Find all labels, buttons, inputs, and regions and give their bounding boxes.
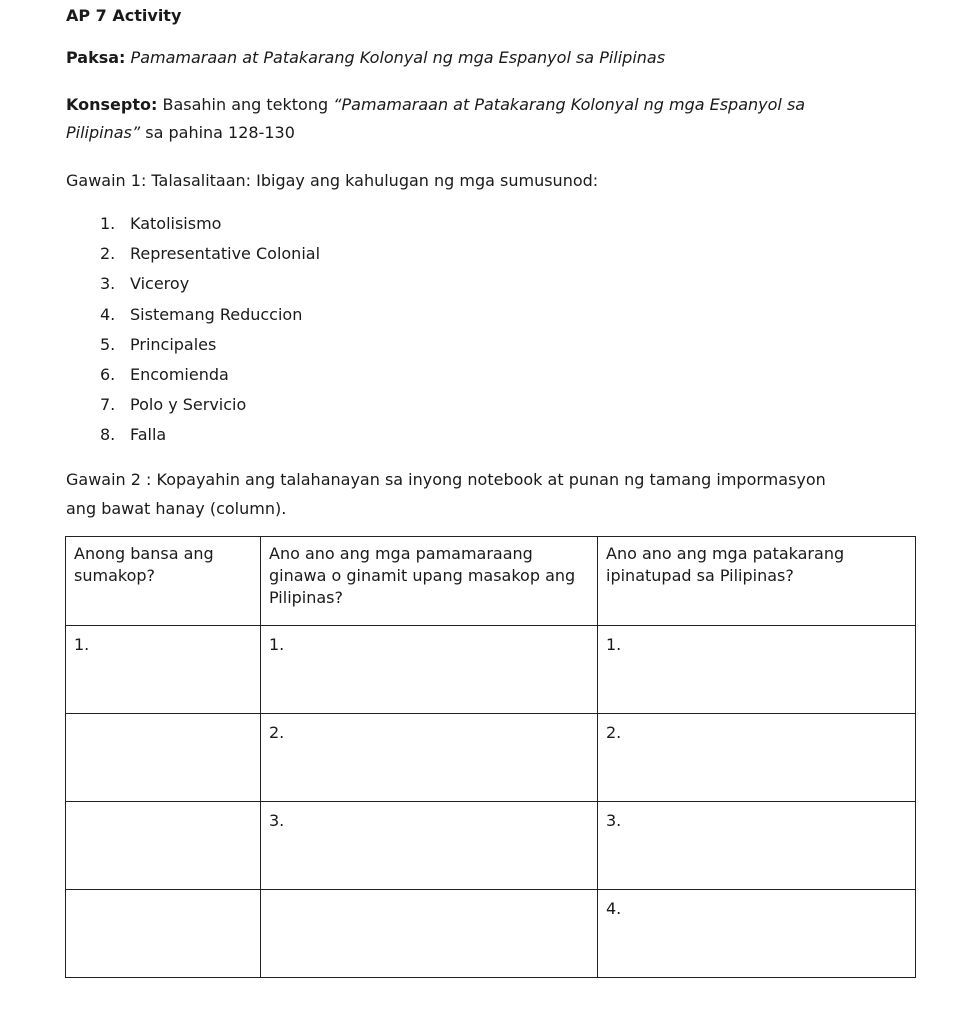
- term-text: Sistemang Reduccion: [130, 304, 303, 324]
- table-cell[interactable]: 1.: [261, 626, 598, 714]
- table-cell[interactable]: [66, 802, 261, 890]
- paksa-line: [66, 48, 665, 68]
- gawain1-heading: Gawain 1: Talasalitaan: Ibigay ang kahulugan ng mga sumusunod:: [66, 171, 599, 190]
- list-item: [100, 214, 320, 244]
- table-cell[interactable]: 3.: [261, 802, 598, 890]
- term-list: [100, 214, 320, 456]
- table-cell[interactable]: 2.: [261, 714, 598, 802]
- list-item: [100, 305, 320, 335]
- term-text: Principales: [130, 334, 217, 354]
- table-row: [66, 714, 916, 802]
- list-item: [100, 425, 320, 455]
- gawain2-heading-line-1: Gawain 2 : Kopayahin ang talahanayan sa inyong notebook at punan ng tamang impormasyon: [66, 470, 826, 489]
- table-row: [66, 890, 916, 978]
- table-row: [66, 626, 916, 714]
- page-title: AP 7 Activity: [66, 6, 182, 25]
- table-cell[interactable]: [261, 890, 598, 978]
- column-header-patakaran: Ano ano ang mga patakarang ipinatupad sa Pilipinas?: [598, 537, 916, 626]
- term-text: Encomienda: [130, 364, 229, 384]
- konsepto-reading-title-part2: Pilipinas”: [66, 123, 141, 142]
- table-cell[interactable]: 4.: [598, 890, 916, 978]
- term-text: Viceroy: [130, 274, 190, 294]
- konsepto-line-1: [66, 95, 805, 115]
- paksa-label: Paksa:: [66, 48, 126, 67]
- paksa-topic: Pamamaraan at Patakarang Kolonyal ng mga Espanyol sa Pilipinas: [130, 48, 666, 67]
- term-number: 5.: [100, 334, 116, 354]
- konsepto-intro: Basahin ang tektong: [162, 95, 329, 114]
- konsepto-pages: sa pahina 128-130: [145, 123, 295, 142]
- answer-table: [65, 536, 916, 978]
- gawain2-heading-line-2: ang bawat hanay (column).: [66, 499, 287, 518]
- term-text: Polo y Servicio: [130, 395, 247, 415]
- table-cell[interactable]: [66, 714, 261, 802]
- column-header-pamamaraan: Ano ano ang mga pamamaraang ginawa o ginamit upang masakop ang Pilipinas?: [261, 537, 598, 626]
- list-item: [100, 365, 320, 395]
- table-cell[interactable]: [66, 890, 261, 978]
- term-number: 6.: [100, 364, 116, 384]
- term-number: 8.: [100, 425, 116, 445]
- table-cell[interactable]: 1.: [66, 626, 261, 714]
- table-cell[interactable]: 1.: [598, 626, 916, 714]
- konsepto-line-2: [66, 123, 295, 143]
- term-text: Representative Colonial: [130, 244, 321, 264]
- term-number: 4.: [100, 304, 116, 324]
- column-header-bansa: Anong bansa ang sumakop?: [66, 537, 261, 626]
- list-item: [100, 244, 320, 274]
- konsepto-label: Konsepto:: [66, 95, 158, 114]
- term-number: 3.: [100, 274, 116, 294]
- konsepto-reading-title-part1: “Pamamaraan at Patakarang Kolonyal ng mga Espanyol sa: [333, 95, 806, 114]
- list-item: [100, 274, 320, 304]
- term-text: Katolisismo: [130, 214, 222, 233]
- list-item: [100, 335, 320, 365]
- table-row: [66, 802, 916, 890]
- list-item: [100, 395, 320, 425]
- term-number: 2.: [100, 244, 116, 264]
- table-cell[interactable]: 2.: [598, 714, 916, 802]
- term-text: Falla: [130, 425, 167, 445]
- table-header-row: [66, 537, 916, 626]
- table-cell[interactable]: 3.: [598, 802, 916, 890]
- term-number: 1.: [100, 214, 116, 233]
- term-number: 7.: [100, 395, 116, 415]
